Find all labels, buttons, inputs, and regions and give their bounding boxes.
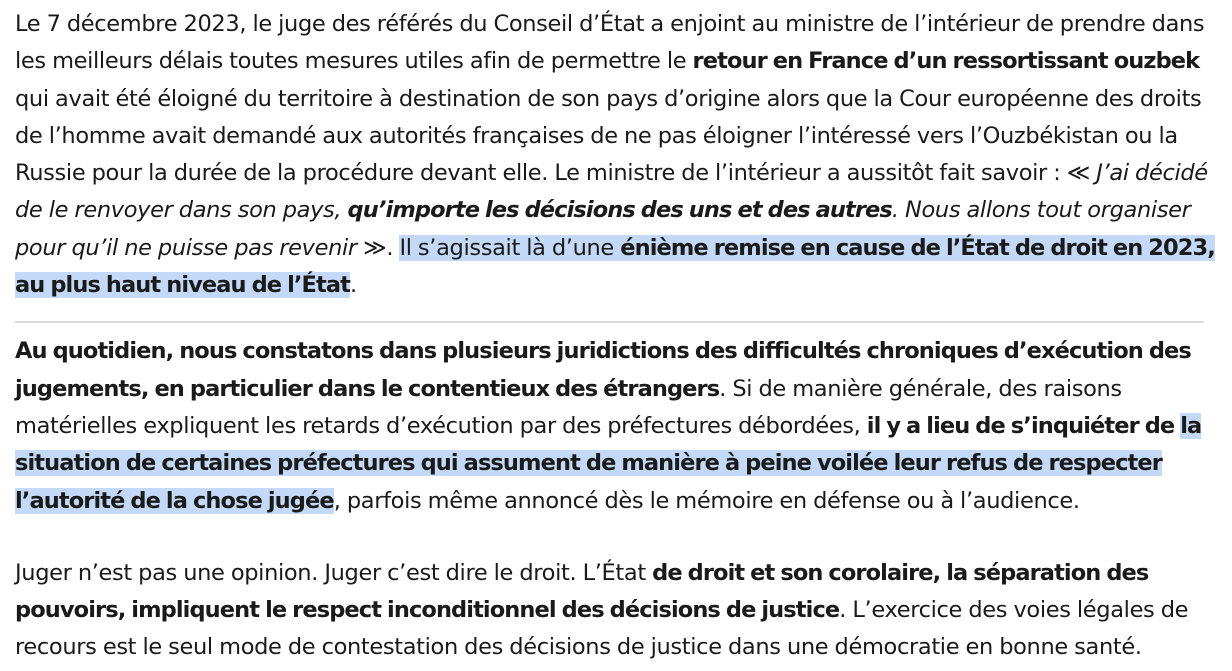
paragraph-spacer <box>15 520 1222 555</box>
text-run: . <box>350 272 357 299</box>
text-run: . <box>386 234 400 261</box>
text-run: Le 7 décembre 2023, le juge des référés du Conseil d’État a enjoint au ministre de l’intérieur de prendre dans les meilleurs délais toutes mesures utiles afin de permettre le <box>15 11 1205 75</box>
bold-text-run: de droit et son corolaire, la séparation des pouvoirs, impliquent le respect inconditionnel des décisions de justice <box>15 559 1149 624</box>
italic-quote-run: . Nous allons tout organiser pour qu’il ne puisse pas revenir <box>15 197 1191 261</box>
text-run: Juger n’est pas une opinion. Juger c’est dire le droit. L’État <box>15 559 653 586</box>
text-run: , parfois même annoncé dès le mémoire en défense ou à l’audience. <box>333 487 1080 514</box>
paragraph-juger <box>15 555 1222 667</box>
open-quote-mark: ≪ <box>1066 160 1097 187</box>
italic-quote-run: J’ai décidé de le renvoyer dans son pays, <box>15 160 1208 224</box>
bold-italic-quote-run: qu’importe les décisions des uns et des autres <box>347 197 892 224</box>
paragraph-execution-jugements <box>15 333 1222 519</box>
paragraph-conseil-etat <box>15 6 1222 304</box>
bold-text-run: Au quotidien, nous constatons dans plusieurs juridictions des difficultés chroniques d’exécution des jugements, en particulier dans le contentieux des étrangers <box>15 338 1191 402</box>
text-run: . L’exercice des voies légales de recours est le seul mode de contestation des décisions de justice dans une démocratie en bonne santé. <box>15 597 1189 661</box>
text-run: qui avait été éloigné du territoire à destination de son pays d’origine alors que la Cour européenne des droits de l’homme avait demandé aux autorités françaises de ne pas éloigner l’intéressé vers l’Ouzbékistan ou la Russie pour la durée de la procédure devant elle. Le ministre de l’intérieur a aussitôt fait savoir : <box>15 85 1202 187</box>
selected-bold-text-run[interactable]: la situation de certaines préfectures qui assument de manière à peine voilée leur refus de respecter l’autorité de la chose jugée <box>15 412 1202 514</box>
bold-text-run: retour en France d’un ressortissant ouzbek <box>692 48 1200 75</box>
bold-text-run: il y a lieu de s’inquiéter de <box>866 412 1181 439</box>
section-divider <box>15 321 1204 323</box>
selected-text-run[interactable]: Il s’agissait là d’une <box>399 234 621 261</box>
text-run: . Si de manière générale, des raisons matérielles expliquent les retards d’exécution par des préfectures débordées, <box>15 375 1122 439</box>
close-quote-mark: ≫ <box>356 234 387 261</box>
selected-bold-text-run[interactable]: énième remise en cause de l’État de droit en 2023, au plus haut niveau de l’État <box>15 234 1215 299</box>
